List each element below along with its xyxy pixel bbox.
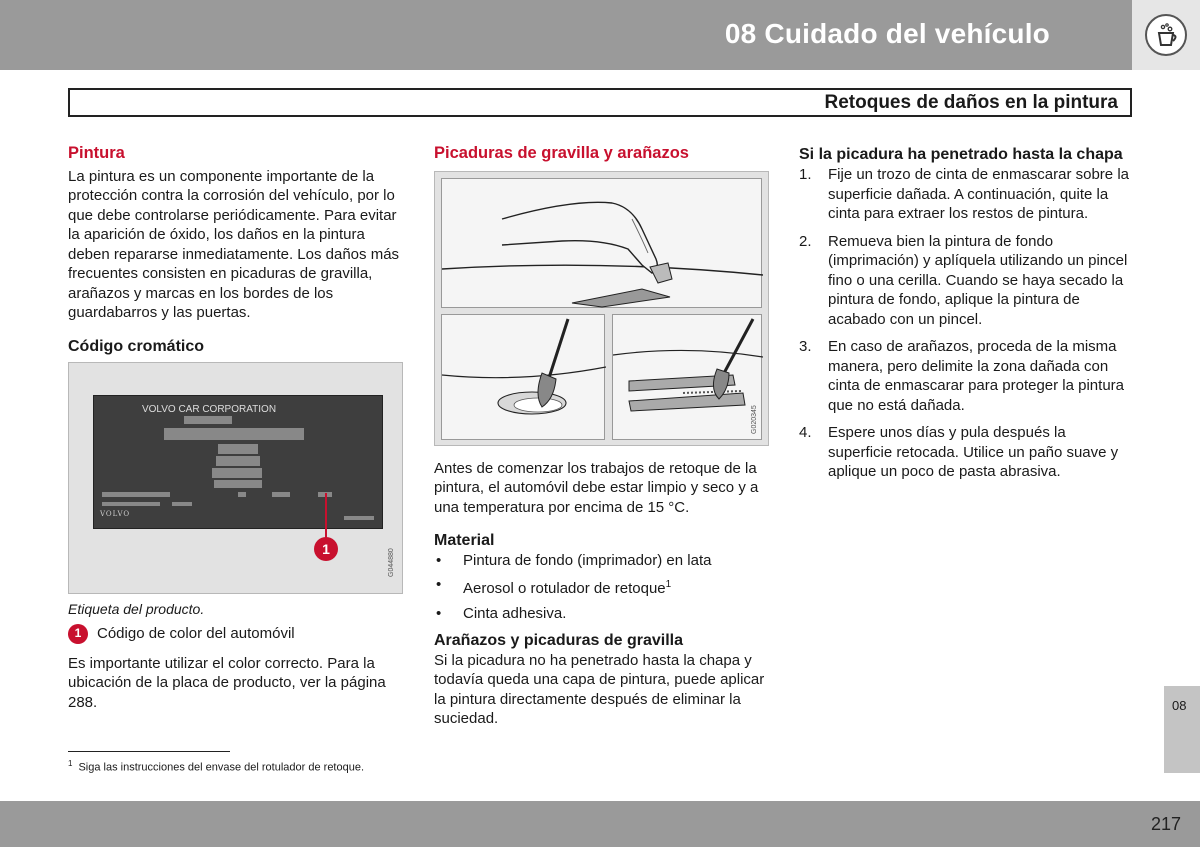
penetrated-heading: Si la picadura ha penetrado hasta la chapa bbox=[799, 146, 1123, 163]
chapter-tab bbox=[1164, 686, 1200, 773]
steps-list bbox=[799, 165, 1134, 482]
plate-brand: VOLVO bbox=[100, 509, 131, 518]
scratch-panel bbox=[612, 314, 762, 440]
chapter-icon-box bbox=[1132, 0, 1200, 70]
list-item: • Cinta adhesiva. bbox=[434, 604, 769, 624]
legend-item bbox=[68, 624, 403, 644]
column-left bbox=[68, 144, 403, 712]
footnote-ref: 1 bbox=[665, 579, 672, 590]
figure-caption: Etiqueta del producto. bbox=[68, 601, 205, 617]
section-title: Retoques de daños en la pintura bbox=[824, 92, 1118, 113]
plate-title: VOLVO CAR CORPORATION bbox=[141, 404, 277, 415]
chapter-tab-label: 08 bbox=[1172, 698, 1187, 713]
chapter-title: 08 Cuidado del vehículo bbox=[724, 18, 1050, 49]
scratches-text: Si la picadura no ha penetrado hasta la chapa y todavía queda una capa de pintura, puede aplicar la pintura directamente después de eliminar la suciedad. bbox=[434, 651, 765, 727]
gravel-heading: Picaduras de gravilla y arañazos bbox=[434, 144, 689, 162]
pintura-heading: Pintura bbox=[68, 144, 125, 162]
section-header bbox=[68, 88, 1132, 117]
page-number: 217 bbox=[1150, 814, 1181, 834]
touch-up-figure bbox=[434, 171, 769, 446]
callout-line bbox=[325, 493, 327, 538]
car-care-icon bbox=[1145, 14, 1187, 56]
column-middle bbox=[434, 144, 769, 729]
figure-code: G044880 bbox=[388, 548, 395, 577]
column-right bbox=[799, 144, 1134, 490]
list-item: • Pintura de fondo (imprimador) en lata bbox=[434, 551, 769, 571]
legend-text: Código de color del automóvil bbox=[97, 624, 295, 642]
figure-code: G020345 bbox=[751, 404, 758, 434]
footnote bbox=[68, 759, 364, 774]
header-bar bbox=[0, 0, 1132, 70]
material-heading: Material bbox=[434, 532, 495, 549]
callout-marker: 1 bbox=[314, 537, 338, 561]
footnote-divider bbox=[68, 751, 230, 752]
list-item: 1. Fije un trozo de cinta de enmascarar sobre la superficie dañada. A continuación, quite la cinta para extraer los restos de pintura. bbox=[799, 166, 1129, 222]
product-plate-note: Es importante utilizar el color correcto. Para la ubicación de la placa de producto, ver la página 288. bbox=[68, 654, 386, 711]
chip-panel bbox=[441, 314, 605, 440]
scratches-heading: Arañazos y picaduras de gravilla bbox=[434, 632, 683, 649]
list-item: 3. En caso de arañazos, proceda de la misma manera, pero delimite la zona dañada con cinta de enmascarar para proteger la pintura que no está dañada. bbox=[799, 338, 1125, 414]
footer-bar bbox=[0, 801, 1200, 847]
list-item: • Aerosol o rotulador de retoque$^1$ bbox=[434, 575, 769, 599]
legend-number: 1 bbox=[68, 624, 88, 644]
product-label-figure bbox=[68, 362, 403, 594]
list-item: 2. Remueva bien la pintura de fondo (imprimación) y aplíquela utilizando un pincel fino o una cerilla. Cuando se haya secado la pintura de fondo, aplique la pintura de acabado con un pincel. bbox=[799, 232, 1128, 328]
intro-text: Antes de comenzar los trabajos de retoque de la pintura, el automóvil debe estar limpio y seco y a una temperatura por encima de 15 °C. bbox=[434, 459, 759, 516]
pintura-text: La pintura es un componente importante de la protección contra la corrosión del vehículo, por lo que debe controlarse periódicamente. Para evitar la aparición de óxido, los daños en la pintura deben repararse inmediatamente. Los daños más frecuentes consisten en picaduras de gravilla, arañazos y marcas en los bordes de los guardabarros y las puertas. bbox=[68, 167, 400, 321]
finger-panel bbox=[441, 178, 762, 308]
codigo-heading: Código cromático bbox=[68, 337, 205, 355]
material-list bbox=[434, 551, 769, 624]
footnote-number: 1 bbox=[68, 759, 73, 768]
footnote-text: Siga las instrucciones del envase del rotulador de retoque. bbox=[78, 761, 365, 774]
product-plate bbox=[93, 395, 383, 529]
list-item: 4. Espere unos días y pula después la superficie retocada. Utilice un paño suave y aplique un poco de pasta abrasiva. bbox=[799, 424, 1119, 480]
